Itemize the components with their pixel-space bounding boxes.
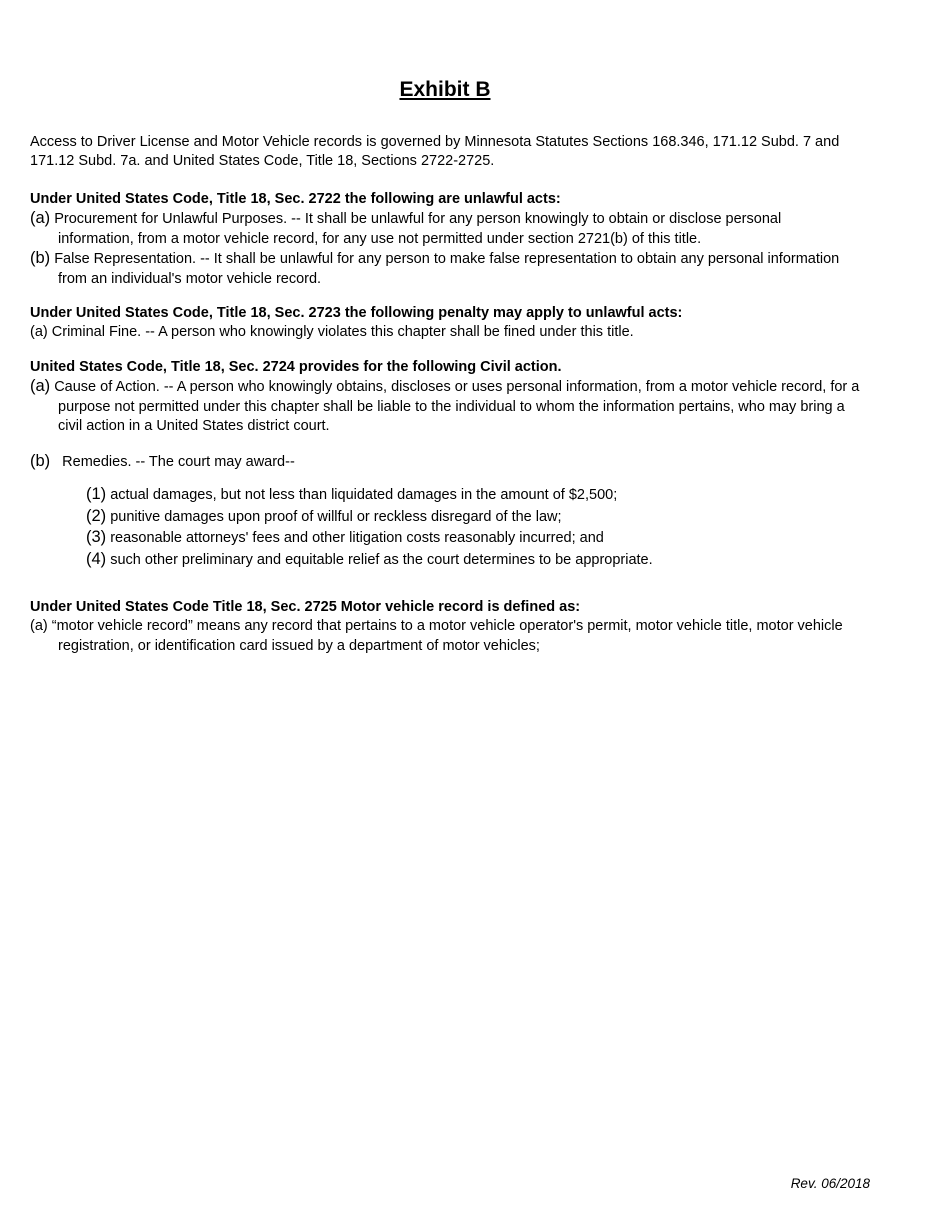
list-item: [30, 617, 860, 656]
item-label: (a): [30, 324, 48, 340]
section-heading: Under United States Code, Title 18, Sec. 2723 the following penalty may apply to unlawful acts:: [30, 305, 683, 321]
section-heading: Under United States Code Title 18, Sec. 2725 Motor vehicle record is defined as:: [30, 599, 581, 615]
item-text: Criminal Fine. -- A person who knowingly violates this chapter shall be fined under this title.: [47, 324, 634, 340]
item-text: Remedies. -- The court may award--: [62, 454, 295, 470]
item-text: actual damages, but not less than liquidated damages in the amount of $2,500;: [106, 487, 618, 503]
item-text: Cause of Action. -- A person who knowingly obtains, discloses or uses personal information, from a motor vehicle record, for a purpose not permitted under this chapter shall be liable to the individual to whom the information pertains, who may bring a civil action in a United States district court.: [50, 379, 860, 434]
item-text: reasonable attorneys' fees and other litigation costs reasonably incurred; and: [106, 530, 604, 546]
list-item: [86, 484, 846, 506]
revision-note: Rev. 06/2018: [790, 1176, 870, 1191]
item-label: (a): [30, 377, 51, 395]
section-2724: [30, 358, 860, 437]
item-number: (4): [86, 549, 107, 568]
remedies-list: [86, 484, 846, 570]
section-2723: [30, 304, 860, 343]
section-heading: Under United States Code, Title 18, Sec. 2722 the following are unlawful acts:: [30, 191, 561, 207]
document-page: [30, 0, 860, 1230]
list-item: [86, 506, 846, 528]
list-item: [30, 323, 860, 343]
item-number: (2): [86, 506, 107, 525]
item-text: Procurement for Unlawful Purposes. -- It shall be unlawful for any person knowingly to obtain or disclose personal information, from a motor vehicle record, for any use not permitted under section 2721(b) of this title.: [50, 211, 782, 247]
item-text: punitive damages upon proof of willful or reckless disregard of the law;: [106, 508, 562, 525]
item-label: (a): [30, 618, 48, 634]
item-text: such other preliminary and equitable relief as the court determines to be appropriate.: [106, 551, 653, 568]
section-2725: [30, 598, 860, 656]
item-text: False Representation. -- It shall be unlawful for any person to make false representation to obtain any personal information from an individual's motor vehicle record.: [50, 251, 840, 287]
item-number: (1): [86, 485, 107, 503]
item-label: (b): [30, 249, 51, 267]
item-number: (3): [86, 528, 107, 546]
list-item: [30, 377, 860, 437]
list-item: [86, 549, 846, 571]
section-2722: [30, 190, 860, 289]
section-heading: United States Code, Title 18, Sec. 2724 provides for the following Civil action.: [30, 359, 562, 375]
list-item: [30, 209, 860, 249]
remedies-line: [30, 452, 860, 473]
item-label: (a): [30, 209, 51, 227]
list-item: [86, 527, 846, 549]
list-item: [30, 452, 860, 473]
list-item: [30, 249, 860, 289]
intro-paragraph: Access to Driver License and Motor Vehicle records is governed by Minnesota Statutes Sections 168.346, 171.12 Subd. 7 and 171.12 Subd. 7a. and United States Code, Title 18, Sections 2722-2725.: [30, 134, 840, 169]
item-text: “motor vehicle record” means any record that pertains to a motor vehicle operator's permit, motor vehicle title, motor vehicle registration, or identification card issued by a department of motor vehicles;: [47, 618, 843, 654]
item-label: (b): [30, 452, 51, 470]
page-title: Exhibit B: [399, 78, 491, 101]
